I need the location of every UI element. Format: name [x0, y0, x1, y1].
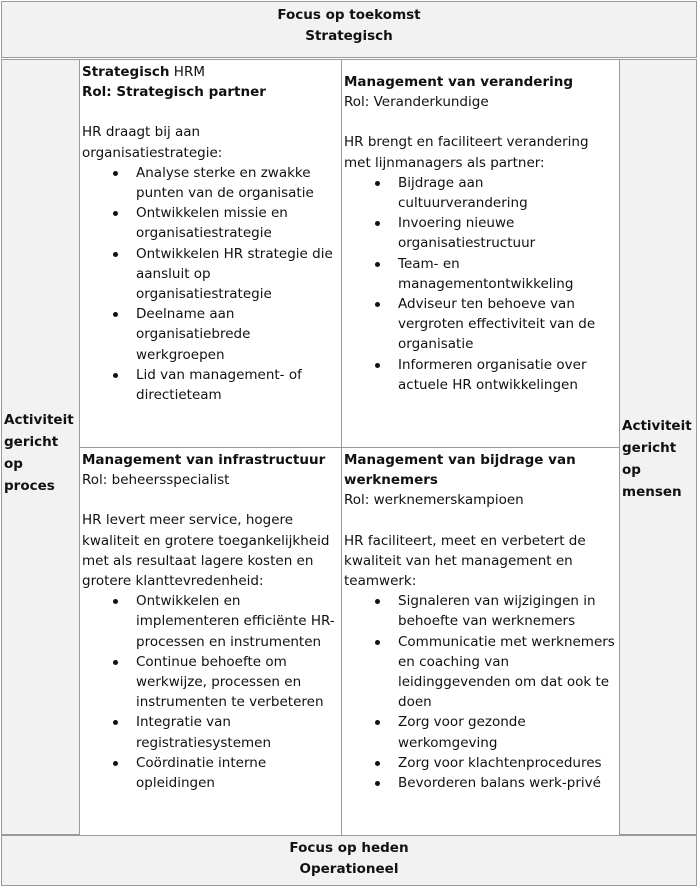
list-item: Lid van management- of directieteam [82, 365, 338, 405]
list-item: Ontwikkelen HR strategie die aansluit op organisatiestrategie [82, 244, 338, 305]
footer-focus-label: Focus op heden [289, 840, 409, 856]
list-item: Deelname aan organisatiebrede werkgroepen [82, 304, 338, 365]
list-item: Ontwikkelen en implementeren efficiënte HR-processen en instrumenten [82, 591, 338, 652]
header-focus-label: Focus op toekomst [277, 7, 421, 23]
quadrant-intro: HR draagt bij aan organisatiestrategie: [82, 124, 223, 161]
quadrant-role: Rol: Veranderkundige [344, 94, 489, 111]
list-item: Signaleren van wijzigingen in behoefte van werknemers [344, 591, 616, 631]
list-item: Communicatie met werknemers en coaching van leidinggevenden om dat ook te doen [344, 632, 616, 713]
quadrant-role: Rol: beheersspecialist [82, 472, 230, 489]
list-item: Continue behoefte om werkwijze, processen en instrumenten te verbeteren [82, 652, 338, 713]
quadrant-strategic-hrm [79, 59, 342, 448]
quadrant-role: Rol: werknemerskampioen [344, 492, 524, 509]
list-item: Analyse sterke en zwakke punten van de organisatie [82, 163, 338, 203]
quadrant-title [82, 62, 338, 82]
quadrant-role: Rol: Strategisch partner [82, 84, 266, 101]
list-item: Integratie van registratiesystemen [82, 712, 338, 752]
quadrant-intro: HR levert meer service, hogere kwaliteit en grotere toegankelijkheid met als resultaat lagere kosten en grotere klanttevredenheid: [82, 512, 330, 590]
list-item: Ontwikkelen missie en organisatiestrategie [82, 203, 338, 243]
quadrant-title-rest: HRM [169, 64, 205, 80]
quadrant-list [344, 173, 616, 395]
quadrant-infrastructure-management [79, 447, 342, 836]
quadrant-employee-contribution [341, 447, 620, 836]
quadrant-title: Management van infrastructuur [82, 452, 326, 468]
quadrant-title: Management van bijdrage van werknemers [344, 452, 576, 489]
list-item: Coördinatie interne opleidingen [82, 753, 338, 793]
quadrant-intro: HR brengt en faciliteert verandering met lijnmanagers als partner: [344, 134, 589, 171]
quadrant-intro: HR faciliteert, meet en verbetert de kwaliteit van het management en teamwerk: [344, 532, 586, 590]
list-item: Bijdrage aan cultuurverandering [344, 173, 616, 213]
quadrant-list [82, 591, 338, 793]
quadrant-title-bold: Strategisch [82, 64, 170, 80]
quadrant-list [344, 591, 616, 793]
footer-level-label: Operationeel [299, 861, 399, 877]
list-item: Informeren organisatie over actuele HR ontwikkelingen [344, 355, 616, 395]
quadrant-change-management [341, 59, 620, 448]
list-item: Zorg voor klachtenprocedures [344, 753, 616, 773]
left-axis-label: Activiteit gericht op proces [4, 412, 74, 494]
header-level-label: Strategisch [305, 28, 393, 44]
left-axis-cell [1, 59, 80, 835]
quadrant-title: Management van verandering [344, 74, 574, 90]
list-item: Team- en managementontwikkeling [344, 254, 616, 294]
list-item: Invoering nieuwe organisatiestructuur [344, 213, 616, 253]
quadrant-list [82, 163, 338, 405]
list-item: Adviseur ten behoeve van vergroten effectiviteit van de organisatie [344, 294, 616, 355]
list-item: Bevorderen balans werk-privé [344, 773, 616, 793]
footer-band [1, 835, 697, 886]
right-axis-label: Activiteit gericht op mensen [622, 418, 692, 500]
right-axis-cell [619, 59, 697, 835]
header-band [1, 1, 697, 58]
list-item: Zorg voor gezonde werkomgeving [344, 712, 616, 752]
